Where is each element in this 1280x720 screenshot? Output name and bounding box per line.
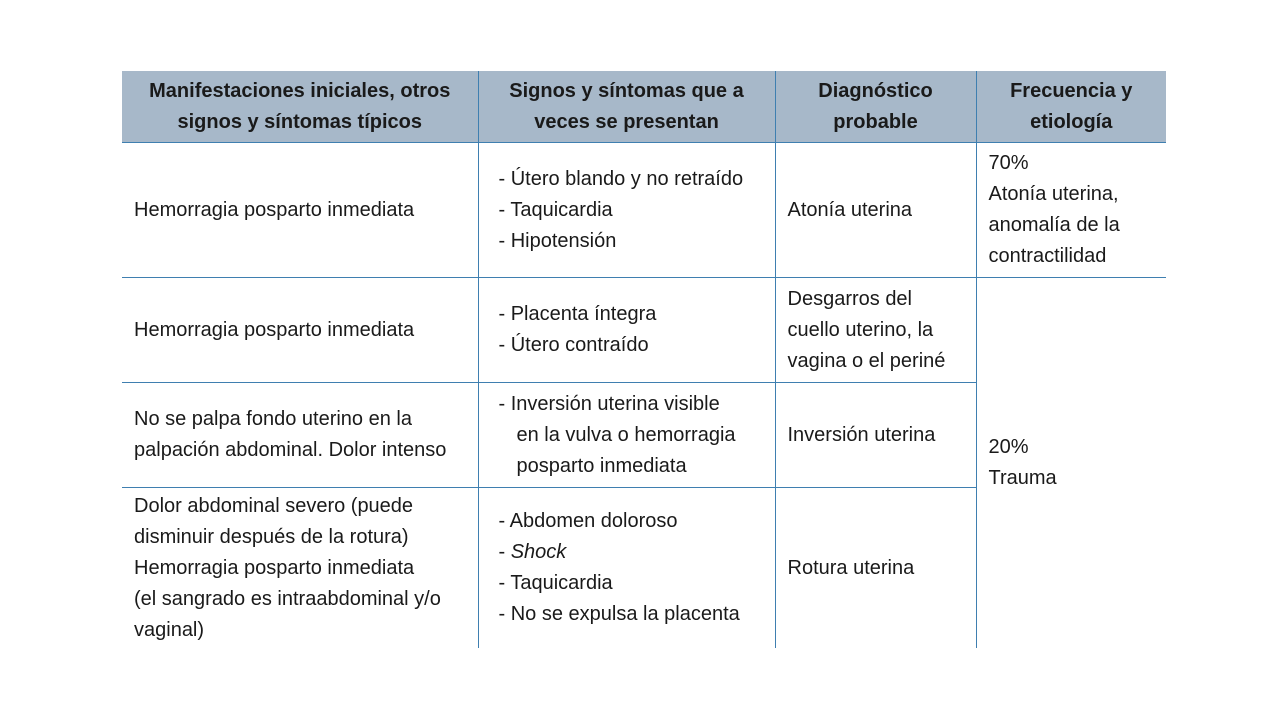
- cell-text: 70%: [988, 152, 1029, 174]
- frequency-cell: [976, 143, 1166, 278]
- sign-item-italic: Shock: [510, 541, 567, 563]
- header-text: Manifestaciones iniciales, otros: [149, 79, 451, 102]
- cell-text: Rotura uterina: [787, 556, 915, 579]
- cell-text: Hemorragia posparto inmediata: [134, 556, 415, 579]
- signs-cell: [478, 143, 775, 278]
- cell-text: Desgarros del: [787, 287, 913, 310]
- diagnosis-cell: [775, 278, 976, 383]
- table-row: [122, 143, 1166, 278]
- diagnosis-cell: [775, 383, 976, 488]
- cell-text: Inversión uterina: [787, 423, 936, 446]
- cell-text: Atonía uterina: [787, 198, 913, 221]
- cell-text: vagina o el periné: [787, 349, 946, 372]
- sign-item: [491, 537, 763, 568]
- pph-diagnosis-table: [122, 71, 1166, 648]
- header-text: Diagnóstico: [818, 79, 933, 102]
- sign-item: - No se expulsa la placenta: [498, 603, 740, 625]
- frequency-cell: [976, 278, 1166, 649]
- cell-text: disminuir después de la rotura): [134, 525, 409, 548]
- diagnosis-cell: [775, 143, 976, 278]
- sign-item: - Hipotensión: [498, 229, 617, 252]
- header-row: [122, 71, 1166, 143]
- manifestations-cell: [122, 383, 478, 488]
- cell-text: vaginal): [134, 618, 205, 641]
- cell-text: anomalía de la: [988, 214, 1120, 236]
- header-frequency: [976, 71, 1166, 143]
- header-signs: [478, 71, 775, 143]
- cell-text: Hemorragia posparto inmediata: [134, 318, 415, 341]
- sign-item: - Taquicardia: [498, 572, 613, 594]
- manifestations-cell: [122, 278, 478, 383]
- signs-cell: [478, 383, 775, 488]
- signs-cell: [478, 278, 775, 383]
- cell-text: palpación abdominal. Dolor intenso: [134, 439, 447, 461]
- cell-text: Trauma: [988, 467, 1057, 489]
- signs-cell: [478, 488, 775, 649]
- header-diagnosis: [775, 71, 976, 143]
- cell-text: contractilidad: [988, 245, 1107, 267]
- cell-text: Atonía uterina,: [988, 183, 1119, 205]
- cell-text: cuello uterino, la: [787, 318, 934, 341]
- header-text: probable: [833, 110, 918, 133]
- sign-item: - Útero contraído: [498, 334, 649, 356]
- sign-item: - Abdomen doloroso: [498, 510, 678, 532]
- header-text: veces se presentan: [534, 110, 719, 133]
- sign-dash: -: [498, 541, 511, 563]
- cell-text: No se palpa fondo uterino en la: [134, 408, 412, 430]
- sign-item: en la vulva o hemorragia: [516, 423, 736, 446]
- sign-item: posparto inmediata: [516, 454, 687, 477]
- header-text: Signos y síntomas que a: [509, 79, 744, 102]
- table-row: [122, 278, 1166, 383]
- cell-text: (el sangrado es intraabdominal y/o: [134, 587, 441, 610]
- manifestations-cell: [122, 488, 478, 649]
- header-text: etiología: [1030, 110, 1113, 133]
- cell-text: Hemorragia posparto inmediata: [134, 198, 415, 221]
- sign-item: - Inversión uterina visible: [498, 392, 720, 415]
- header-text: Frecuencia y: [1010, 79, 1133, 102]
- header-text: signos y síntomas típicos: [177, 110, 422, 133]
- sign-item: - Taquicardia: [498, 198, 613, 221]
- sign-item: - Placenta íntegra: [498, 303, 657, 325]
- manifestations-cell: [122, 143, 478, 278]
- header-manifestations: [122, 71, 478, 143]
- diagnosis-cell: [775, 488, 976, 649]
- sign-item: - Útero blando y no retraído: [498, 167, 744, 190]
- cell-text: Dolor abdominal severo (puede: [134, 494, 414, 517]
- cell-text: 20%: [988, 436, 1029, 458]
